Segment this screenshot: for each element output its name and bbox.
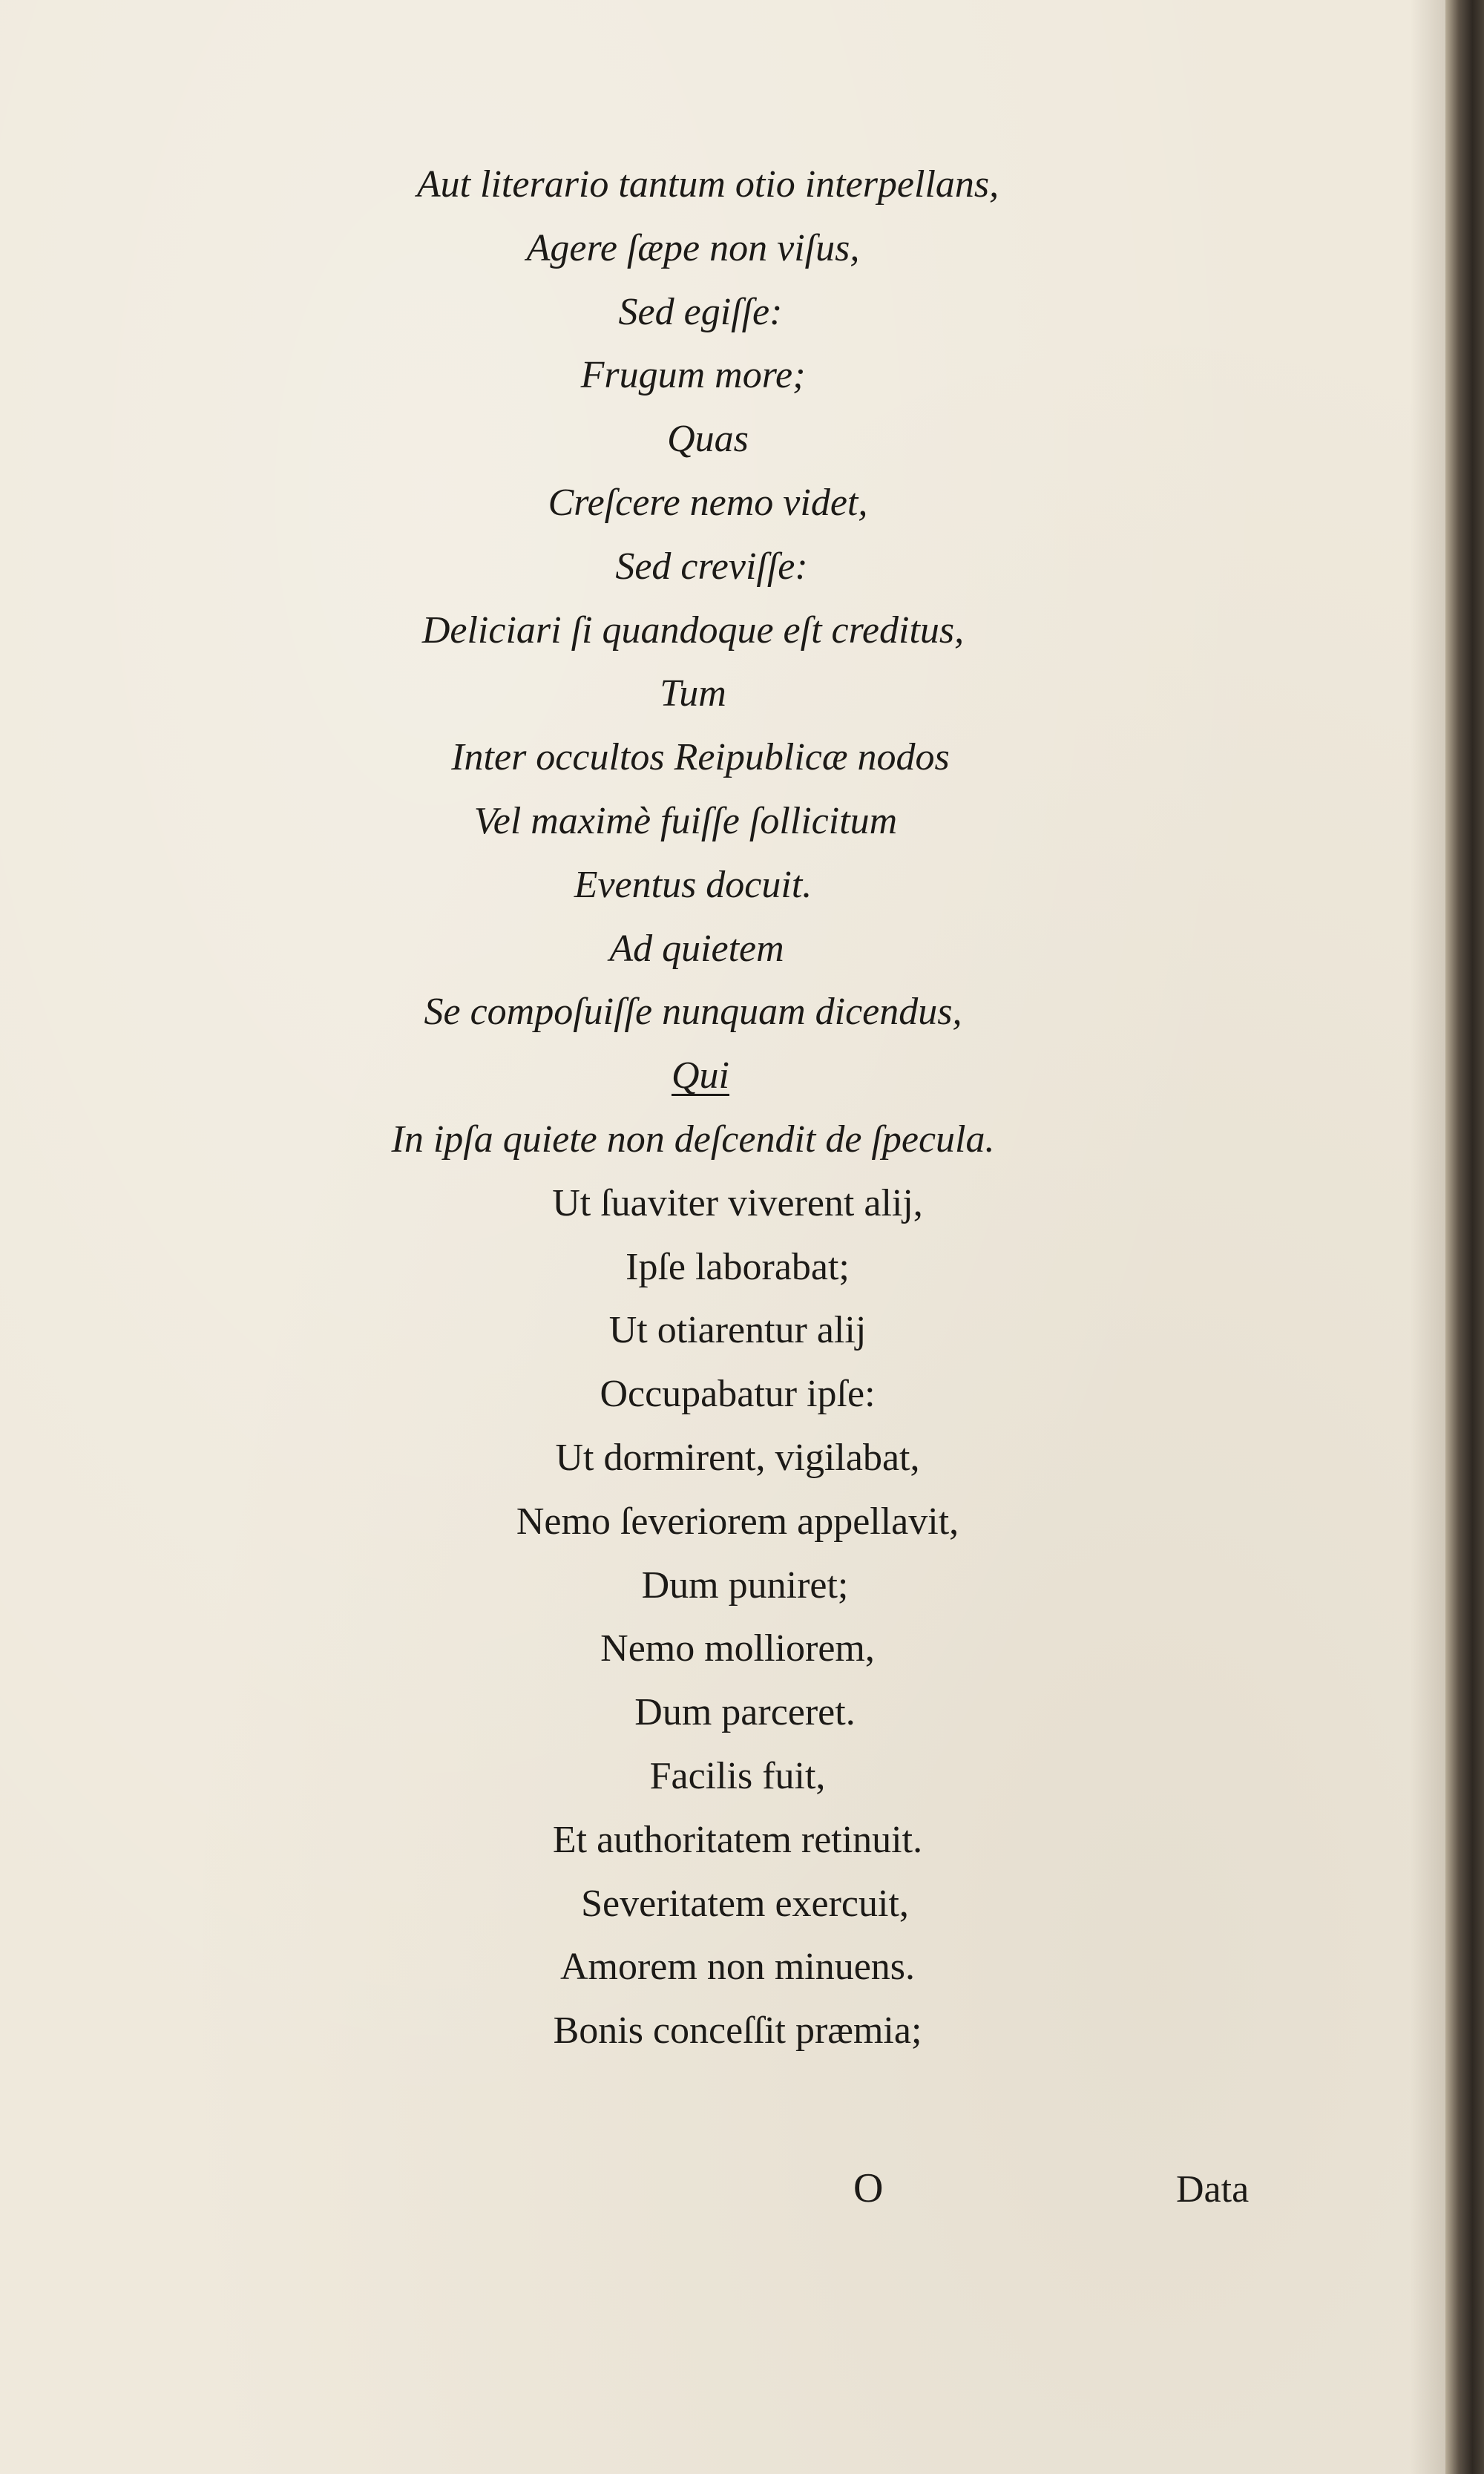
text-line: Bonis conceſſit præmia; — [553, 2009, 922, 2053]
text-line: Sed creviſſe: — [615, 545, 808, 588]
book-gutter-edge — [1445, 0, 1484, 2474]
text-line: Inter occultos Reipublicæ nodos — [451, 736, 950, 779]
text-line: Deliciari ſi quandoque eſt creditus, — [421, 608, 965, 652]
text-line: In ipſa quiete non deſcendit de ſpecula. — [391, 1118, 995, 1161]
text-line: Agere ſæpe non viſus, — [526, 226, 860, 269]
signature-mark: O — [853, 2165, 884, 2211]
text-line: Nemo ſeveriorem appellavit, — [516, 1500, 959, 1543]
text-line: Tum — [660, 672, 726, 715]
text-line: Ut otiarentur alij — [608, 1309, 867, 1352]
text-line: Ut dormirent, vigilabat, — [555, 1437, 920, 1479]
text-line: Facilis fuit, — [649, 1755, 826, 1797]
text-line: Eventus docuit. — [574, 863, 812, 906]
text-line: Et authoritatem retinuit. — [552, 1818, 923, 1861]
text-line: Occupabatur ipſe: — [600, 1373, 876, 1416]
text-line: Ipſe laborabat; — [626, 1245, 850, 1288]
text-line: Ad quietem — [609, 927, 784, 970]
catchword: Data — [1176, 2168, 1250, 2211]
text-line: Vel maximè fuiſſe ſollicitum — [473, 800, 898, 842]
text-line: Quas — [667, 418, 749, 461]
text-line: Nemo molliorem, — [600, 1627, 875, 1670]
text-line: Creſcere nemo videt, — [548, 482, 868, 524]
text-line: Amorem non minuens. — [559, 1946, 916, 1989]
text-line: Ut ſuaviter viverent alij, — [552, 1181, 923, 1224]
text-line: Aut literario tantum otio interpellans, — [416, 163, 999, 206]
text-line: Dum parceret. — [634, 1691, 856, 1734]
text-line: Se compoſuiſſe nunquam dicendus, — [424, 991, 962, 1034]
text-line: Sed egiſſe: — [618, 290, 783, 333]
text-line: Qui — [672, 1054, 729, 1097]
text-line: Dum puniret; — [641, 1564, 849, 1607]
text-line: Frugum more; — [580, 354, 806, 397]
text-line: Severitatem exercuit, — [581, 1882, 909, 1925]
